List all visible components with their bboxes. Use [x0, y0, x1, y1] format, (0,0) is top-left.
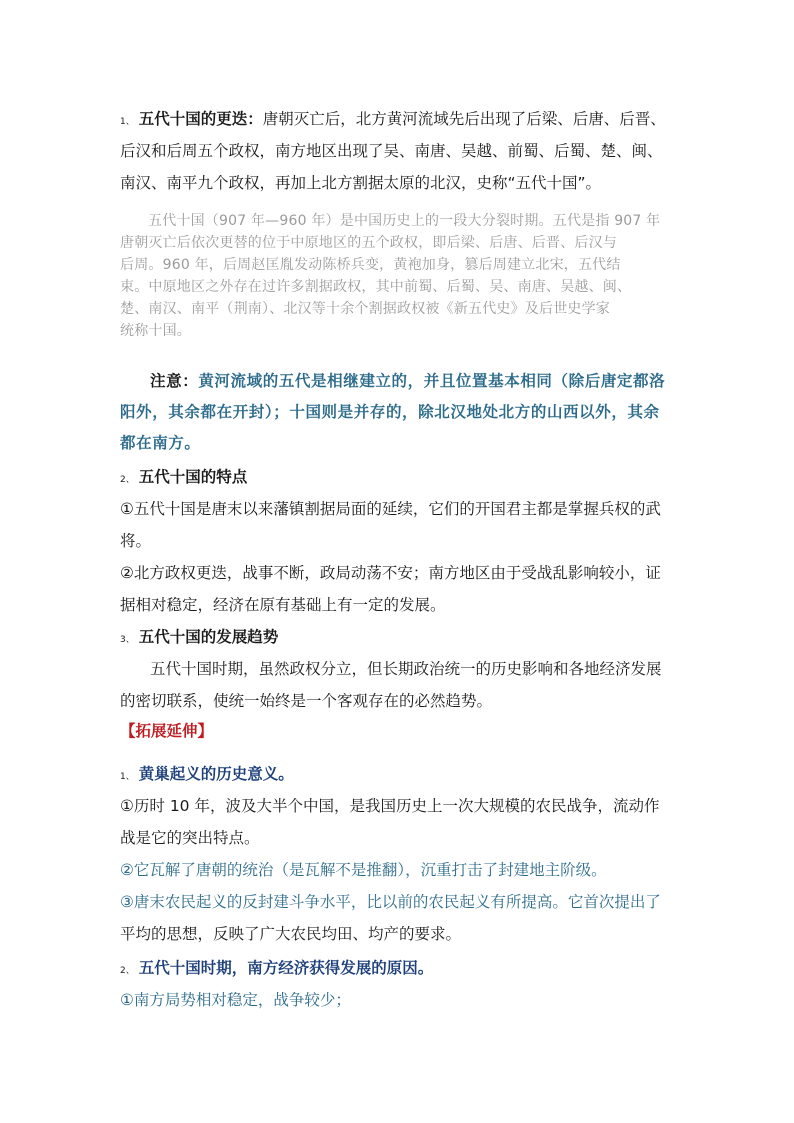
section-number: 3、 [120, 635, 135, 645]
section-2-item-1-line-2: 将。 [120, 532, 152, 550]
extension-1-item-3-line-2: 平均的思想，反映了广大农民均田、均产的要求。 [120, 925, 462, 943]
note-line-2: 阳外，其余都在开封）；十国则是并存的，除北汉地处北方的山西以外，其余 [120, 403, 660, 421]
note-label: 注意： [150, 372, 199, 390]
quote-block [120, 210, 680, 342]
note-block [120, 366, 680, 459]
section-2-heading-line [120, 461, 680, 493]
section-2-item-2-line-2: 据相对稳定，经济在原有基础上有一定的发展。 [120, 596, 446, 614]
section-1-text: 唐朝灭亡后，北方黄河流域先后出现了后梁、后唐、后晋、 [262, 110, 666, 128]
quote-line-5: 楚、南汉、南平（荆南）、北汉等十余个割据政权被《新五代史》及后世史学家 [120, 301, 610, 317]
section-1-line-2: 后汉和后周五个政权，南方地区出现了吴、南唐、吴越、前蜀、后蜀、楚、闽、 [120, 142, 663, 160]
extension-section [120, 715, 680, 747]
quote-line-2: 唐朝灭亡后依次更替的位于中原地区的五个政权，即后梁、后唐、后晋、后汉与 [120, 235, 617, 251]
section-1 [120, 103, 680, 199]
quote-line-3: 后周。960 年，后周赵匡胤发动陈桥兵变，黄袍加身，篡后周建立北宋，五代结 [120, 257, 621, 273]
note-line-1 [120, 366, 680, 397]
extension-1-item-3-text: ③唐末农民起义的反封建斗争水平，比以前的农民起义有所提高。它首次提出了 [120, 893, 661, 911]
extension-1-item-1-line-2: 战是它的突出特点。 [120, 829, 260, 847]
section-2-item-2-line-1: ②北方政权更迭，战事不断，政局动荡不安；南方地区由于受战乱影响较小，证 [120, 564, 661, 582]
extension-item-1 [120, 758, 680, 950]
note-text: 黄河流域的五代是相继建立的，并且位置基本相同（除后唐定都洛 [198, 372, 666, 390]
section-2-item-1-line-1: ①五代十国是唐末以来藩镇割据局面的延续，它们的开国君主都是掌握兵权的武 [120, 500, 661, 518]
extension-2-heading: 五代十国时期，南方经济获得发展的原因。 [138, 959, 434, 977]
extension-item-2 [120, 952, 680, 1016]
section-3 [120, 621, 680, 717]
extension-2-heading-line [120, 952, 680, 984]
quote-line-1: 五代十国（907 年—960 年）是中国历史上的一段大分裂时期。五代是指 907 年 [148, 213, 661, 229]
section-number: 1、 [120, 772, 135, 782]
extension-1-item-3-line-1 [120, 886, 680, 918]
extension-title: 【拓展延伸】 [120, 722, 214, 740]
extension-1-item-2: ②它瓦解了唐朝的统治（是瓦解不是推翻），沉重打击了封建地主阶级。 [120, 861, 607, 879]
section-2-heading: 五代十国的特点 [138, 468, 248, 486]
section-1-line-3: 南汉、南平九个政权，再加上北方割据太原的北汉，史称“五代十国”。 [120, 174, 602, 192]
extension-1-item-1-line-1: ①历时 10 年，波及大半个中国，是我国历史上一次大规模的农民战争，流动作 [120, 797, 660, 815]
section-number: 2、 [120, 966, 135, 976]
section-3-heading: 五代十国的发展趋势 [138, 628, 279, 646]
section-3-line-2: 的密切联系，使统一始终是一个客观存在的必然趋势。 [120, 692, 493, 710]
section-2 [120, 461, 680, 621]
extension-2-item-1: ①南方局势相对稳定，战争较少； [120, 991, 351, 1009]
quote-line-6: 统称十国。 [120, 323, 191, 339]
section-1-heading: 五代十国的更迭： [138, 110, 263, 128]
note-line-3: 都在南方。 [120, 434, 201, 452]
section-number: 2、 [120, 475, 135, 485]
section-3-line-1: 五代十国时期，虽然政权分立，但长期政治统一的历史影响和各地经济发展 [150, 660, 662, 678]
extension-1-heading: 黄巢起义的历史意义。 [138, 765, 294, 783]
quote-line-4: 束。中原地区之外存在过许多割据政权，其中前蜀、后蜀、吴、南唐、吴越、闽、 [120, 279, 632, 295]
section-1-line-1 [120, 103, 680, 135]
section-3-heading-line [120, 621, 680, 653]
extension-1-heading-line [120, 758, 680, 790]
section-number: 1、 [120, 117, 135, 127]
